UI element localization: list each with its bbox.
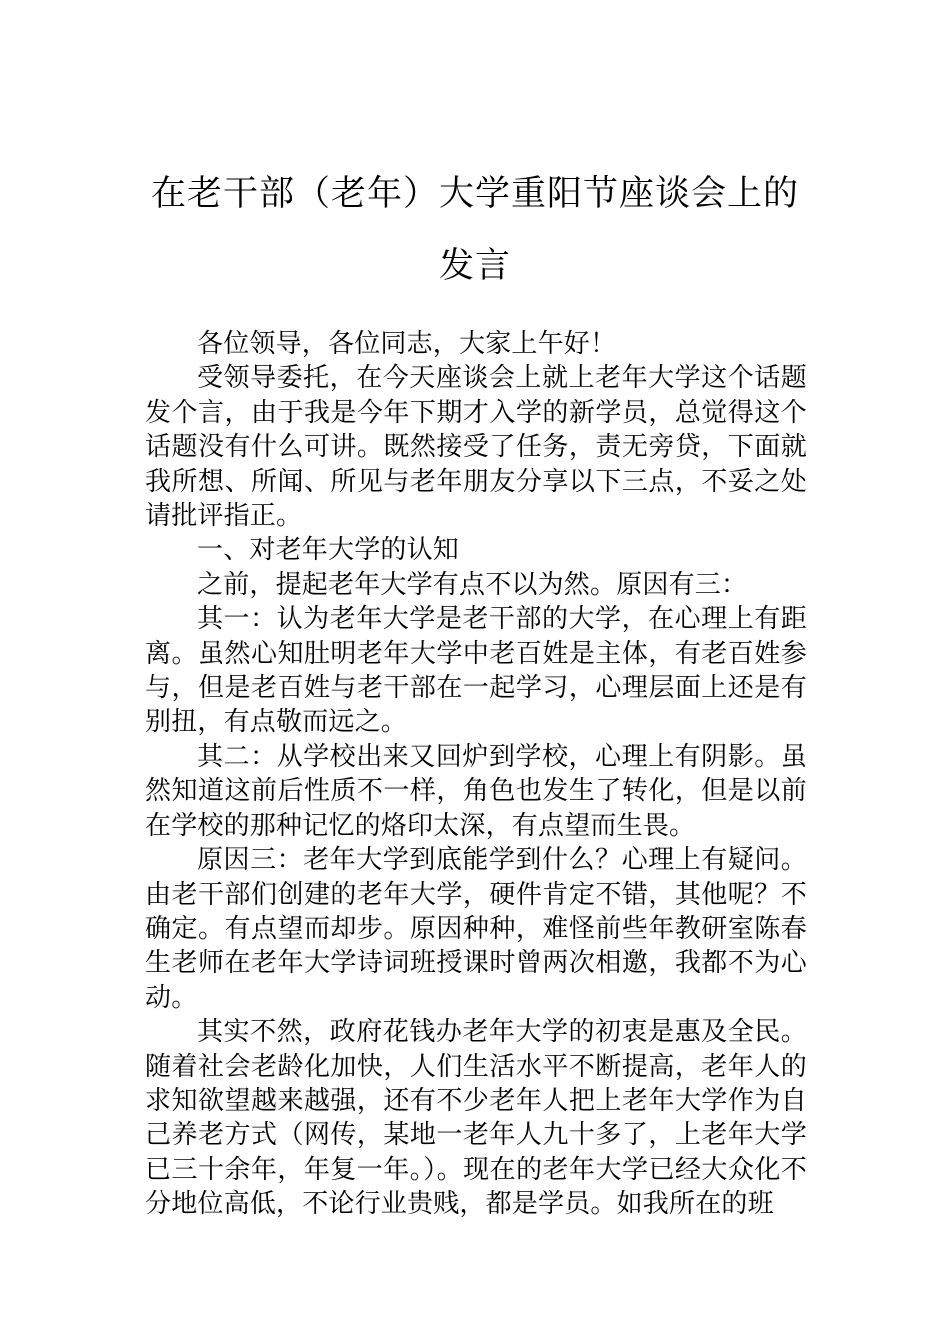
paragraph-intro: 受领导委托，在今天座谈会上就上老年大学这个话题发个言，由于我是今年下期才入学的新学员，总觉得这个话题没有什么可讲。既然接受了任务，责无旁贷，下面就我所想、所闻、所见与老年朋友分享以下三点，不妥之处请批评指正。 [145,363,807,532]
paragraph-greeting: 各位领导，各位同志，大家上午好！ [197,329,617,359]
section-heading-1: 一、对老年大学的认知 [197,535,460,566]
document-body [145,327,807,1222]
paragraph-conclusion: 其实不然，政府花钱办老年大学的初衷是惠及全民。随着社会老龄化加快，人们生活水平不断提高，老年人的求知欲望越来越强，还有不少老年人把上老年大学作为自己养老方式（网传，某地一老年人九十多了，上老年大学已三十余年，年复一年。）。现在的老年大学已经大众化不分地位高低，不论行业贵贱，都是学员。如我所在的班 [145,1017,807,1220]
paragraph-reasons-intro: 之前，提起老年大学有点不以为然。原因有三： [197,569,748,600]
paragraph-reason-3: 原因三：老年大学到底能学到什么？心理上有疑问。由老干部们创建的老年大学，硬件肯定不错，其他呢？不确定。有点望而却步。原因种种，难怪前些年教研室陈春生老师在老年大学诗词班授课时曾两次相邀，我都不为心动。 [145,845,807,1013]
paragraph-reason-1: 其一：认为老年大学是老干部的大学，在心理上有距离。虽然心知肚明老年大学中老百姓是主体，有老百姓参与，但是老百姓与老干部在一起学习，心理层面上还是有别扭，有点敬而远之。 [145,604,807,738]
paragraph-reason-2: 其二：从学校出来又回炉到学校，心理上有阴影。虽然知道这前后性质不一样，角色也发生了转化，但是以前在学校的那种记忆的烙印太深，有点望而生畏。 [145,741,807,841]
document-title: 在老干部（老年）大学重阳节座谈会上的发言 [150,174,799,286]
